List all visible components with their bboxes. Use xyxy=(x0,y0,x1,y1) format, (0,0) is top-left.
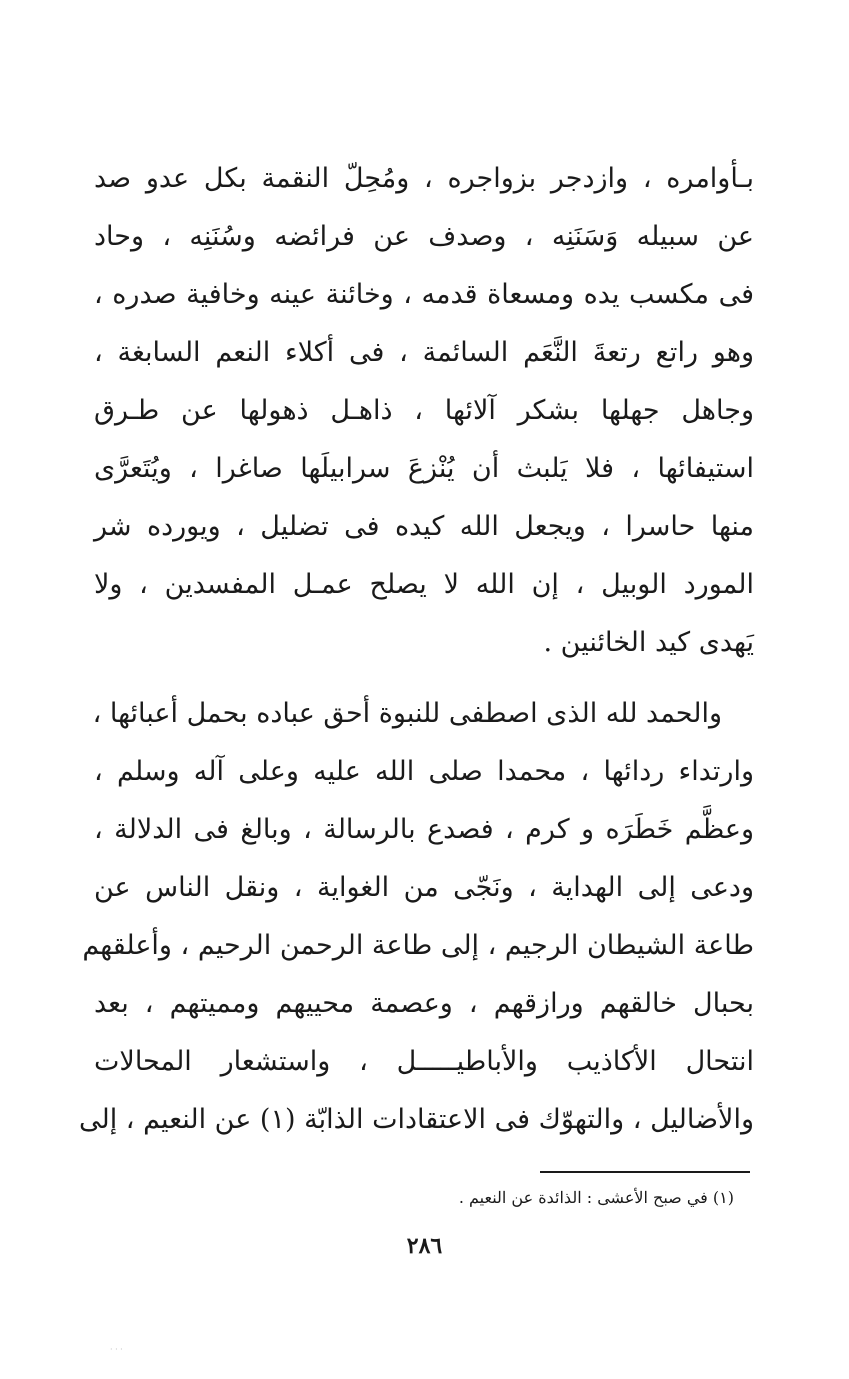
scan-speck: · · · xyxy=(110,1345,123,1354)
text-line: يَهدى كيد الخائنين . xyxy=(543,627,754,658)
text-line: طاعة الشيطان الرجيم ، إلى طاعة الرحمن الرحيم ، وأعلقهم xyxy=(82,930,754,961)
text-line: وعظَّم خَطَرَه و كرم ، فصدع بالرسالة ، وبالغ فى الدلالة ، xyxy=(94,814,755,845)
text-line: وارتداء ردائها ، محمدا صلى الله عليه وعلى آله وسلم ، xyxy=(94,756,754,787)
text-line: استيفائها ، فلا يَلبث أن يُنْزعَ سرابيلَها صاغرا ، ويُتَعرَّى xyxy=(94,453,754,484)
paragraph-1 xyxy=(94,150,754,672)
page-number: ٢٨٦ xyxy=(406,1233,443,1259)
text-line: بـأوامره ، وازدجر بزواجره ، ومُحِلّ النقمة بكل عدو صد xyxy=(94,163,754,194)
text-line: والأضاليل ، والتهوّك فى الاعتقادات الذابّة (١) عن النعيم ، إلى xyxy=(78,1104,754,1135)
text-line: بحبال خالقهم ورازقهم ، وعصمة محييهم ومميتهم ، بعد xyxy=(94,988,754,1019)
text-line: عن سبيله وَسَنَنِه ، وصدف عن فرائضه وسُنَنِه ، وحاد xyxy=(94,221,754,252)
text-line: وجاهل جهلها بشكر آلائها ، ذاهـل ذهولها عن طـرق xyxy=(94,395,754,426)
text-line: والحمد لله الذى اصطفى للنبوة أحق عباده بحمل أعبائها ، xyxy=(92,698,722,729)
text-line: منها حاسرا ، ويجعل الله كيده فى تضليل ، ويورده شر xyxy=(94,511,754,542)
footnote: (١) في صبح الأعشى : الذائدة عن النعيم . xyxy=(458,1188,734,1207)
text-line: المورد الوبيل ، إن الله لا يصلح عمـل المفسدين ، ولا xyxy=(94,569,755,600)
text-line: وهو راتع رتعةَ النَّعَم السائمة ، فى أكلاء النعم السابغة ، xyxy=(94,337,754,368)
footnote-divider xyxy=(540,1171,750,1173)
text-line: انتحال الأكاذيب والأباطيـــــل ، واستشعار المحالات xyxy=(94,1046,754,1077)
text-line: فى مكسب يده ومسعاة قدمه ، وخائنة عينه وخافية صدره ، xyxy=(94,279,754,310)
text-line: ودعى إلى الهداية ، ونَجّى من الغواية ، ونقل الناس عن xyxy=(94,872,754,903)
paragraph-2 xyxy=(78,685,755,1149)
